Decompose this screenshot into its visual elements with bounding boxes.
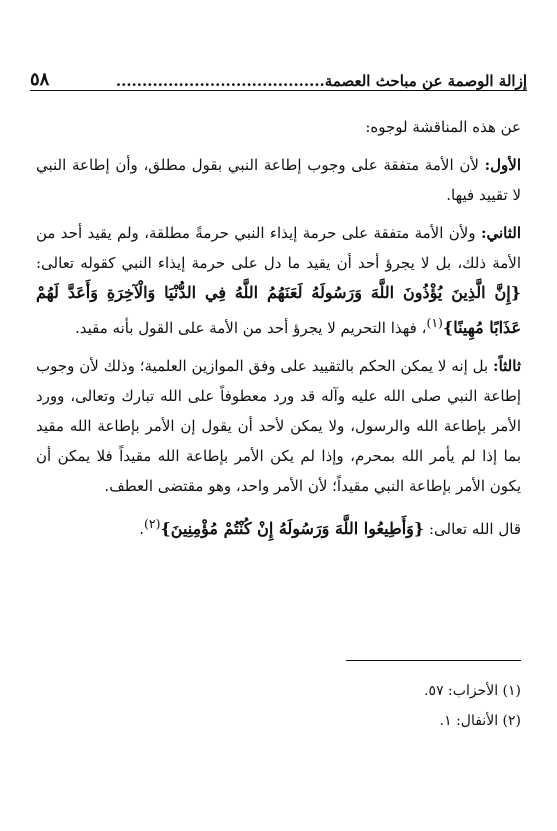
quran-verse-ahzab: {إِنَّ الَّذِينَ يُؤْذُونَ اللَّهَ وَرَسُولَهُ لَعَنَهُمُ اللَّهُ فِي الدُّنْيَا وَالْآخِرَةِ وَأَعَدَّ لَهُمْ عَذَابًا مُهِينًا} xyxy=(36,283,521,337)
intro-paragraph: عن هذه المناقشة لوجوه: xyxy=(365,118,521,136)
page-number: ٥٨ xyxy=(30,69,50,90)
first-point-heading: الأول: xyxy=(484,156,521,174)
footnotes xyxy=(36,676,521,736)
verse-lead: قال الله تعالى: xyxy=(424,520,521,538)
running-header xyxy=(30,62,527,90)
second-point xyxy=(36,218,521,343)
first-point xyxy=(36,150,521,210)
third-point-heading: ثالثاً: xyxy=(493,357,521,375)
footnote-rule xyxy=(346,660,521,661)
quran-verse-anfal: {وَأَطِيعُوا اللَّهَ وَرَسُولَهُ إِنْ كُنْتُمْ مُؤْمِنِينَ} xyxy=(160,519,425,538)
header-rule xyxy=(30,90,527,91)
footnote-ref-2: (٢) xyxy=(143,516,161,531)
verse-quote xyxy=(36,509,521,544)
footnote-ref-1: (١) xyxy=(426,315,443,330)
second-point-text: ولأن الأمة متفقة على حرمة إيذاء النبي حرمةً مطلقة، ولم يقيد أحد من الأمة ذلك، بل لا يجرؤ أحد أن يقيد ما دل على حرمة إيذاء النبي كقوله تعالى: xyxy=(36,224,521,272)
header-title-group xyxy=(116,72,527,90)
body-text xyxy=(36,112,521,544)
second-point-heading: الثاني: xyxy=(480,224,521,242)
second-point-tail: ، فهذا التحريم لا يجرؤ أحد من الأمة على القول بأنه مقيد. xyxy=(74,319,427,337)
header-dots: ........................................ xyxy=(115,72,325,90)
third-point-text: بل إنه لا يمكن الحكم بالتقييد على وفق الموازين العلمية؛ وذلك لأن وجوب إطاعة النبي صلى الله عليه وآله قد ورد معطوفاً على الله تبارك وتعالى، وورد الأمر بإطاعة الله والرسول، ولا يمكن لأحد أن يقول إن الأمر بإطاعة الله مقيد بما إذا لم يأمر الله بمحرم، وإذا لم يكن الأمر بإطاعة الله مقيداً فلا يمكن أن يكون الأمر بإطاعة النبي مقيداً؛ لأن الأمر واحد، وهو مقتضى العطف. xyxy=(36,357,521,495)
first-point-text: لأن الأمة متفقة على وجوب إطاعة النبي بقول مطلق، وأن إطاعة النبي لا تقييد فيها. xyxy=(36,156,521,204)
footnote-1: (١) الأحزاب: ٥٧. xyxy=(424,683,521,699)
third-point xyxy=(36,351,521,501)
header-title: إزالة الوصمة عن مباحث العصمة xyxy=(324,72,527,90)
verse-tail: . xyxy=(139,520,144,538)
footnote-2: (٢) الأنفال: ١. xyxy=(439,713,521,729)
